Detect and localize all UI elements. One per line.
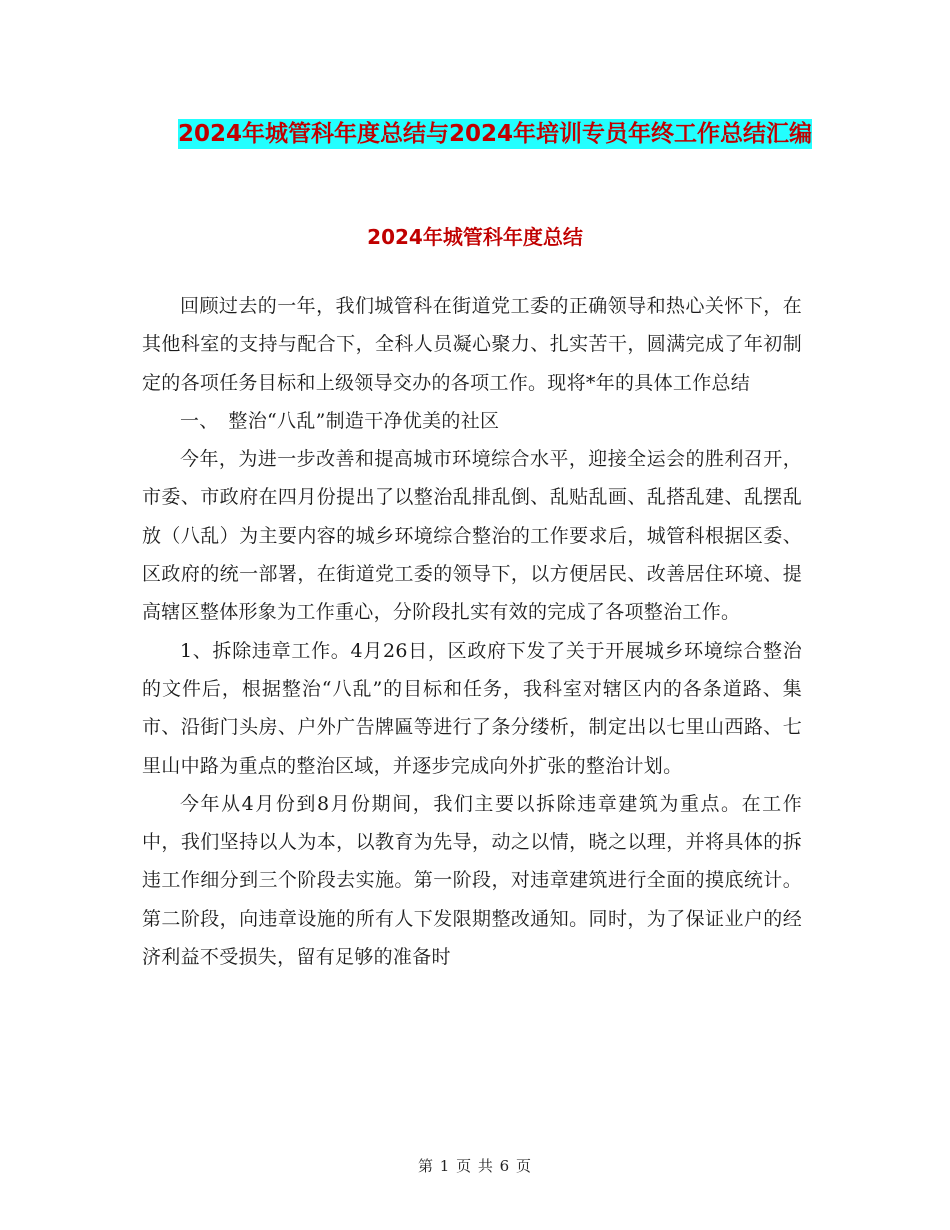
document-title (140, 112, 850, 156)
document-title-text: 2024年城管科年度总结与2024年培训专员年终工作总结汇编 (177, 121, 813, 147)
paragraph: 今年从4月份到8月份期间，我们主要以拆除违章建筑为重点。在工作中，我们坚持以人为本，以教育为先导，动之以情，晓之以理，并将具体的拆违工作细分到三个阶段去实施。第一阶段，对违章建筑进行全面的摸底统计。第二阶段，向违章设施的所有人下发限期整改通知。同时，为了保证业户的经济利益不受损失，留有足够的准备时 (142, 792, 802, 969)
page-footer: 第 1 页 共 6 页 (418, 1157, 532, 1175)
paragraph-heading: 一、 整治“八乱”制造干净优美的社区 (180, 409, 500, 432)
document-body (142, 287, 802, 976)
section-title: 2024年城管科年度总结 (367, 225, 583, 249)
paragraph: 今年，为进一步改善和提高城市环境综合水平，迎接全运会的胜利召开，市委、市政府在四月份提出了以整治乱排乱倒、乱贴乱画、乱搭乱建、乱摆乱放（八乱）为主要内容的城乡环境综合整治的工作要求后，城管科根据区委、区政府的统一部署，在街道党工委的领导下，以方便居民、改善居住环境、提高辖区整体形象为工作重心，分阶段扎实有效的完成了各项整治工作。 (142, 448, 802, 624)
paragraph: 1、拆除违章工作。4月26日，区政府下发了关于开展城乡环境综合整治的文件后，根据整治“八乱”的目标和任务，我科室对辖区内的各条道路、集市、沿街门头房、户外广告牌匾等进行了条分缕析，制定出以七里山西路、七里山中路为重点的整治区域，并逐步完成向外扩张的整治计划。 (142, 639, 802, 777)
paragraph: 回顾过去的一年，我们城管科在街道党工委的正确领导和热心关怀下，在其他科室的支持与配合下，全科人员凝心聚力、扎实苦干，圆满完成了年初制定的各项任务目标和上级领导交办的各项工作。现将*年的具体工作总结 (142, 295, 802, 394)
